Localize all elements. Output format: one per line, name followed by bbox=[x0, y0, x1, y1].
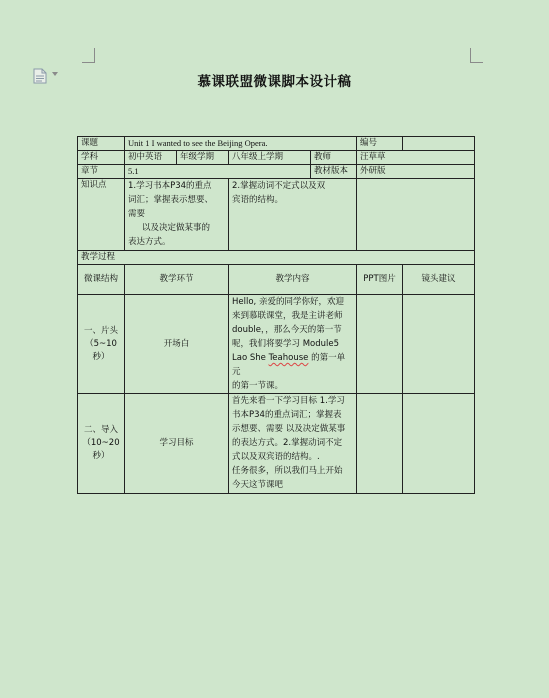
table-row bbox=[78, 295, 475, 394]
step-cell[interactable]: 学习目标 bbox=[125, 394, 229, 494]
content-line: double，，那么今天的第一节 bbox=[232, 325, 342, 335]
camera-cell[interactable] bbox=[403, 394, 475, 494]
content-segment: Lao She bbox=[232, 353, 269, 363]
structure-line: 一、片头 bbox=[83, 325, 118, 336]
table-row-headers bbox=[78, 265, 475, 295]
structure-cell[interactable] bbox=[78, 295, 125, 394]
step-cell[interactable]: 开场白 bbox=[125, 295, 229, 394]
header-content: 教学内容 bbox=[229, 265, 357, 295]
header-structure: 微课结构 bbox=[78, 265, 125, 295]
content-line: 首先来看一下学习目标 1.学习 bbox=[232, 396, 345, 406]
knowledge-extra[interactable] bbox=[357, 179, 475, 251]
ppt-cell[interactable] bbox=[357, 295, 403, 394]
structure-line: 二、导入 bbox=[83, 425, 118, 435]
topic-label: 课题 bbox=[78, 137, 125, 151]
page-corner-mark-top-right bbox=[470, 48, 483, 63]
content-line: 的表达方式。2.掌握动词不定 bbox=[232, 438, 343, 448]
knowledge-point-1-line: 表达方式。 bbox=[128, 237, 171, 247]
content-segment: 的第一单元 bbox=[232, 353, 346, 377]
chapter-label: 章节 bbox=[78, 165, 125, 179]
teacher-label: 教师 bbox=[311, 151, 357, 165]
subject-value[interactable]: 初中英语 bbox=[125, 151, 177, 165]
content-line: 呢，我们将要学习 Module5 bbox=[232, 339, 340, 349]
structure-line: （5~10 bbox=[85, 338, 117, 349]
content-line: 书本P34的重点词汇；掌握表 bbox=[232, 410, 342, 420]
header-ppt: PPT图片 bbox=[357, 265, 403, 295]
topic-value[interactable]: Unit 1 I wanted to see the Beijing Opera. bbox=[125, 137, 357, 151]
structure-line: （10~20 bbox=[82, 438, 120, 448]
table-row-knowledge bbox=[78, 179, 475, 251]
spellcheck-flagged-word: Teahouse bbox=[268, 353, 309, 363]
content-line: 来到慕联课堂，我是主讲老师 bbox=[232, 311, 343, 321]
chapter-value[interactable]: 5.1 bbox=[125, 165, 311, 179]
term-value[interactable]: 八年级上学期 bbox=[229, 151, 311, 165]
teacher-value[interactable]: 汪草草 bbox=[357, 151, 475, 165]
ppt-cell[interactable] bbox=[357, 394, 403, 494]
knowledge-point-1-line: 1.学习书本P34的重点 bbox=[128, 181, 212, 191]
content-line: 任务很多，所以我们马上开始 bbox=[232, 466, 343, 476]
knowledge-point-2-line: 宾语的结构。 bbox=[232, 195, 284, 205]
header-step: 教学环节 bbox=[125, 265, 229, 295]
term-label: 年级学期 bbox=[177, 151, 229, 165]
table-row-process bbox=[78, 251, 475, 265]
camera-cell[interactable] bbox=[403, 295, 475, 394]
knowledge-point-1-line: 需要 bbox=[128, 209, 146, 219]
table-row-subject bbox=[78, 151, 475, 165]
header-camera: 镜头建议 bbox=[403, 265, 475, 295]
content-line bbox=[232, 351, 353, 379]
structure-cell[interactable] bbox=[78, 394, 125, 494]
structure-line: 秒） bbox=[92, 351, 110, 362]
edition-label: 教材版本 bbox=[311, 165, 357, 179]
subject-label: 学科 bbox=[78, 151, 125, 165]
knowledge-label: 知识点 bbox=[78, 179, 125, 251]
knowledge-point-1[interactable] bbox=[125, 179, 229, 251]
script-design-table bbox=[77, 136, 475, 494]
content-line: 今天这节课吧 bbox=[232, 480, 284, 490]
content-line: 式以及双宾语的结构。. bbox=[232, 452, 320, 462]
document-title: 慕课联盟微课脚本设计稿 bbox=[197, 74, 352, 90]
knowledge-point-2-line: 2.掌握动词不定式以及双 bbox=[232, 181, 326, 191]
content-line: Hello, 亲爱的同学你好，欢迎 bbox=[232, 297, 344, 307]
content-cell[interactable] bbox=[229, 394, 357, 494]
page-corner-mark-top-left bbox=[82, 48, 95, 63]
knowledge-point-1-line: 词汇；掌握表示想要、 bbox=[128, 195, 214, 205]
table-row bbox=[78, 394, 475, 494]
structure-line: 秒） bbox=[92, 451, 110, 461]
content-cell[interactable] bbox=[229, 295, 357, 394]
code-label: 编号 bbox=[357, 137, 403, 151]
content-line: 示想要、需要 以及决定做某事 bbox=[232, 424, 346, 434]
knowledge-point-2[interactable] bbox=[229, 179, 357, 251]
table-row-chapter bbox=[78, 165, 475, 179]
code-value[interactable] bbox=[403, 137, 475, 151]
edition-value[interactable]: 外研版 bbox=[357, 165, 475, 179]
knowledge-point-1-line: 以及决定做某事的 bbox=[142, 223, 211, 233]
process-label: 教学过程 bbox=[78, 251, 475, 265]
table-row-topic bbox=[78, 137, 475, 151]
content-line: 的第一节课。 bbox=[232, 381, 284, 391]
